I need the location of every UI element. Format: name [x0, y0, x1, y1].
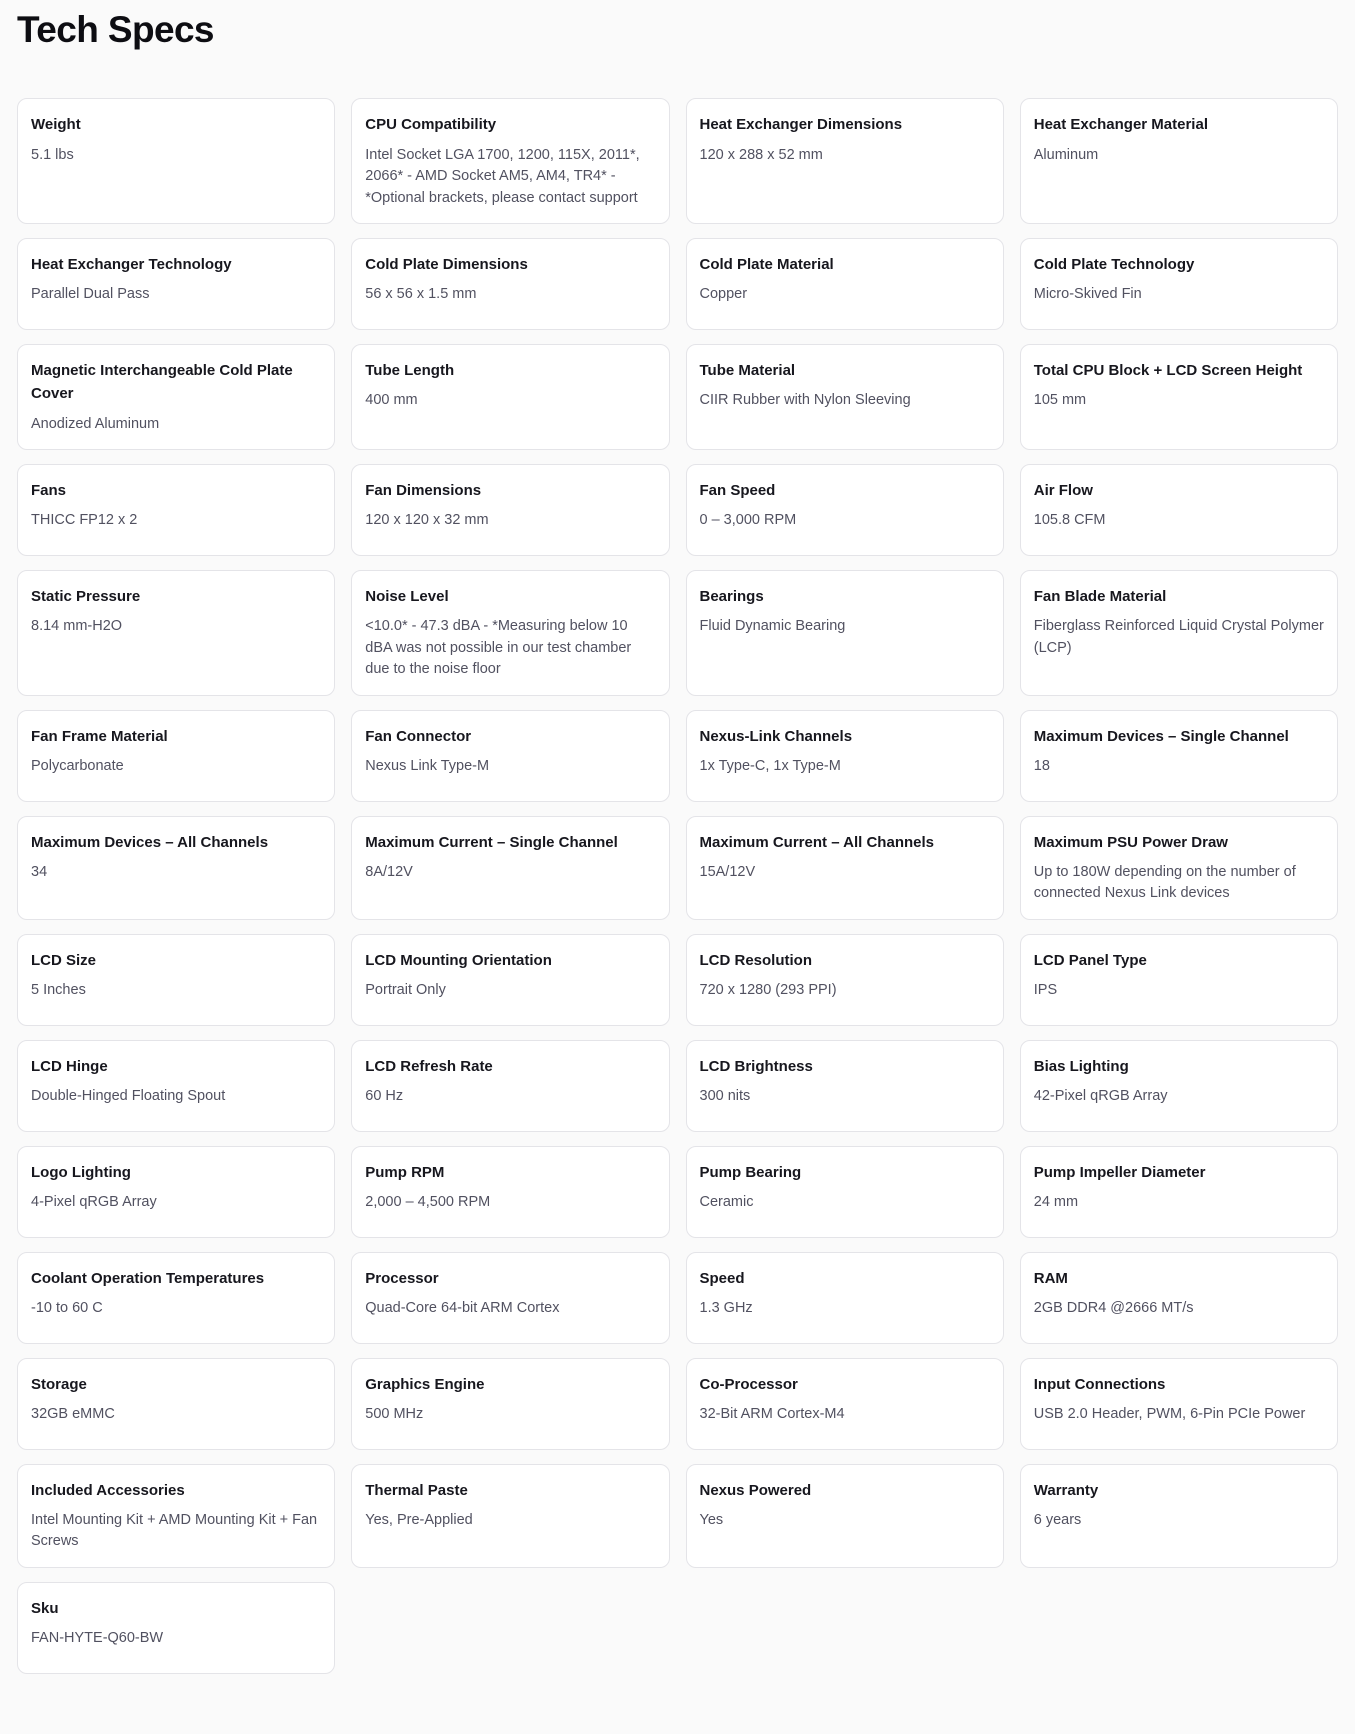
spec-label: LCD Size — [31, 951, 97, 969]
spec-card — [1020, 1040, 1338, 1132]
spec-card — [17, 570, 335, 696]
spec-value: Up to 180W depending on the number of connected Nexus Link devices — [1033, 863, 1296, 902]
spec-label: Heat Exchanger Dimensions — [699, 116, 903, 134]
spec-label: Nexus-Link Channels — [699, 727, 853, 745]
spec-card — [686, 464, 1004, 556]
spec-value: 56 x 56 x 1.5 mm — [365, 286, 477, 303]
spec-label: Bearings — [699, 587, 764, 605]
spec-label: Coolant Operation Temperatures — [31, 1269, 265, 1287]
spec-card — [1020, 238, 1338, 330]
spec-value: 720 x 1280 (293 PPI) — [699, 981, 837, 998]
spec-card — [17, 344, 335, 450]
spec-card — [1020, 934, 1338, 1026]
spec-value: Copper — [699, 286, 748, 303]
spec-card — [17, 710, 335, 802]
spec-label: Heat Exchanger Technology — [31, 256, 232, 273]
spec-label: Nexus Powered — [699, 1481, 812, 1499]
spec-value: USB 2.0 Header, PWM, 6-Pin PCIe Power — [1033, 1405, 1306, 1422]
spec-card — [351, 570, 669, 696]
spec-card — [1020, 98, 1338, 224]
spec-label: Sku — [31, 1599, 59, 1617]
spec-value: 60 Hz — [365, 1087, 404, 1104]
spec-value: 24 mm — [1033, 1193, 1079, 1210]
spec-value: -10 to 60 C — [31, 1299, 103, 1316]
spec-card — [17, 1582, 335, 1674]
spec-value: Polycarbonate — [31, 757, 124, 774]
spec-value: THICC FP12 x 2 — [31, 512, 138, 529]
spec-label: Pump Impeller Diameter — [1033, 1163, 1206, 1181]
spec-label: Included Accessories — [31, 1481, 185, 1499]
spec-value: Aluminum — [1033, 146, 1099, 163]
spec-card — [686, 1040, 1004, 1132]
spec-card — [686, 1464, 1004, 1568]
spec-label: Magnetic Interchangeable Cold Plate Cover — [31, 362, 293, 403]
spec-label: Processor — [365, 1269, 439, 1287]
spec-card — [351, 1146, 669, 1238]
spec-label: Air Flow — [1033, 481, 1093, 499]
spec-card — [351, 710, 669, 802]
spec-card — [1020, 464, 1338, 556]
spec-label: LCD Refresh Rate — [365, 1057, 493, 1075]
spec-value: Nexus Link Type-M — [365, 757, 490, 774]
spec-card — [686, 344, 1004, 450]
spec-value: 34 — [31, 863, 48, 880]
spec-card — [17, 1040, 335, 1132]
spec-label: Speed — [699, 1269, 745, 1287]
spec-card — [1020, 816, 1338, 920]
spec-card — [17, 238, 335, 330]
spec-label: Logo Lighting — [31, 1163, 131, 1181]
spec-card — [1020, 1146, 1338, 1238]
spec-card — [686, 934, 1004, 1026]
spec-card — [351, 1252, 669, 1344]
spec-card — [686, 98, 1004, 224]
page-title: Tech Specs — [17, 9, 214, 50]
spec-value: Quad-Core 64-bit ARM Cortex — [365, 1299, 560, 1316]
spec-label: Thermal Paste — [365, 1481, 468, 1499]
spec-value: CIIR Rubber with Nylon Sleeving — [699, 392, 911, 409]
spec-value: 8.14 mm-H2O — [31, 618, 123, 635]
spec-card — [686, 1252, 1004, 1344]
spec-value: 32GB eMMC — [31, 1405, 115, 1422]
spec-value: 0 – 3,000 RPM — [699, 512, 797, 529]
spec-card — [686, 570, 1004, 696]
spec-card — [17, 934, 335, 1026]
spec-label: Maximum Devices – Single Channel — [1033, 727, 1289, 745]
spec-value: 2,000 – 4,500 RPM — [365, 1193, 491, 1210]
spec-card — [686, 238, 1004, 330]
spec-label: Fan Frame Material — [31, 727, 168, 745]
spec-label: Graphics Engine — [365, 1375, 485, 1393]
spec-value: 18 — [1033, 757, 1050, 774]
spec-label: Pump RPM — [365, 1163, 445, 1181]
spec-value: 42-Pixel qRGB Array — [1033, 1087, 1168, 1104]
spec-label: Fan Speed — [699, 481, 776, 499]
spec-card — [1020, 1358, 1338, 1450]
spec-label: LCD Mounting Orientation — [365, 951, 552, 969]
spec-label: Total CPU Block + LCD Screen Height — [1033, 362, 1303, 379]
spec-value: Yes, Pre-Applied — [365, 1511, 473, 1528]
spec-label: Maximum Current – All Channels — [699, 833, 934, 851]
spec-label: LCD Resolution — [699, 951, 812, 969]
spec-card — [351, 934, 669, 1026]
spec-card — [17, 98, 335, 224]
spec-label: Warranty — [1033, 1481, 1099, 1499]
spec-value: 6 years — [1033, 1511, 1082, 1528]
spec-label: Fan Blade Material — [1033, 587, 1167, 605]
specs-grid — [17, 98, 1338, 1673]
spec-card — [686, 710, 1004, 802]
spec-label: Weight — [31, 116, 81, 134]
spec-value: 1.3 GHz — [699, 1299, 753, 1316]
spec-card — [351, 816, 669, 920]
spec-label: Heat Exchanger Material — [1033, 116, 1208, 134]
spec-value: 300 nits — [699, 1087, 751, 1104]
spec-label: Cold Plate Material — [699, 256, 834, 273]
spec-card — [351, 1040, 669, 1132]
spec-card — [351, 344, 669, 450]
spec-label: Cold Plate Dimensions — [365, 256, 528, 273]
spec-value: Portrait Only — [365, 981, 446, 998]
spec-label: Fan Dimensions — [365, 481, 482, 499]
spec-value: 105.8 CFM — [1033, 512, 1106, 529]
spec-card — [351, 1358, 669, 1450]
spec-value: 1x Type-C, 1x Type-M — [699, 757, 841, 774]
spec-card — [1020, 570, 1338, 696]
spec-label: Static Pressure — [31, 587, 141, 605]
spec-card — [17, 1252, 335, 1344]
spec-card — [686, 1146, 1004, 1238]
spec-value: 120 x 288 x 52 mm — [699, 146, 823, 163]
spec-value: Yes — [699, 1511, 724, 1528]
spec-card — [1020, 1464, 1338, 1568]
spec-value: <10.0* - 47.3 dBA - *Measuring below 10 dBA was not possible in our test chamber due to the noise floor — [365, 618, 632, 678]
spec-value: Intel Mounting Kit + AMD Mounting Kit + Fan Screws — [31, 1511, 318, 1550]
spec-card — [351, 464, 669, 556]
spec-label: LCD Hinge — [31, 1057, 108, 1075]
spec-label: Maximum Devices – All Channels — [31, 833, 269, 851]
spec-label: Tube Length — [365, 362, 455, 379]
spec-label: Storage — [31, 1375, 87, 1393]
spec-value: Double-Hinged Floating Spout — [31, 1087, 226, 1104]
spec-value: Anodized Aluminum — [31, 415, 160, 432]
spec-card — [351, 1464, 669, 1568]
spec-value: Fiberglass Reinforced Liquid Crystal Polymer (LCP) — [1033, 618, 1324, 656]
spec-label: RAM — [1033, 1269, 1068, 1287]
spec-value: IPS — [1033, 981, 1058, 998]
spec-label: Maximum Current – Single Channel — [365, 833, 618, 851]
spec-value: Micro-Skived Fin — [1033, 286, 1142, 303]
spec-value: Fluid Dynamic Bearing — [699, 618, 846, 635]
spec-label: Fans — [31, 481, 67, 499]
spec-value: 500 MHz — [365, 1405, 424, 1422]
spec-card — [1020, 710, 1338, 802]
spec-value: 120 x 120 x 32 mm — [365, 512, 489, 529]
spec-card — [17, 1146, 335, 1238]
spec-label: Pump Bearing — [699, 1163, 802, 1181]
spec-value: 105 mm — [1033, 392, 1087, 409]
spec-value: Ceramic — [699, 1193, 754, 1210]
spec-card — [351, 98, 669, 224]
spec-label: Cold Plate Technology — [1033, 256, 1195, 273]
spec-card — [1020, 344, 1338, 450]
spec-card — [17, 1358, 335, 1450]
spec-value: 5 Inches — [31, 981, 86, 998]
spec-label: Maximum PSU Power Draw — [1033, 833, 1228, 851]
spec-card — [1020, 1252, 1338, 1344]
spec-card — [17, 816, 335, 920]
spec-value: FAN-HYTE-Q60-BW — [31, 1630, 164, 1647]
spec-label: Fan Connector — [365, 727, 472, 745]
spec-label: Bias Lighting — [1033, 1057, 1129, 1075]
spec-label: Co-Processor — [699, 1375, 798, 1393]
spec-value: 15A/12V — [699, 863, 756, 880]
spec-value: 4-Pixel qRGB Array — [31, 1193, 157, 1210]
spec-label: Noise Level — [365, 587, 449, 605]
spec-card — [351, 238, 669, 330]
spec-value: Intel Socket LGA 1700, 1200, 115X, 2011*, 2066* - AMD Socket AM5, AM4, TR4* - *Optional brackets, please contact support — [365, 146, 640, 206]
spec-label: CPU Compatibility — [365, 116, 497, 134]
spec-value: 8A/12V — [365, 863, 413, 880]
spec-value: 400 mm — [365, 392, 418, 409]
spec-label: Input Connections — [1033, 1375, 1166, 1393]
spec-card — [686, 1358, 1004, 1450]
spec-value: Parallel Dual Pass — [31, 286, 150, 303]
spec-value: 5.1 lbs — [31, 146, 74, 163]
spec-value: 32-Bit ARM Cortex-M4 — [699, 1405, 845, 1422]
spec-label: LCD Panel Type — [1033, 951, 1147, 969]
spec-label: LCD Brightness — [699, 1057, 813, 1075]
spec-card — [686, 816, 1004, 920]
spec-label: Tube Material — [699, 362, 796, 379]
spec-card — [17, 464, 335, 556]
spec-value: 2GB DDR4 @2666 MT/s — [1033, 1299, 1194, 1316]
spec-card — [17, 1464, 335, 1568]
